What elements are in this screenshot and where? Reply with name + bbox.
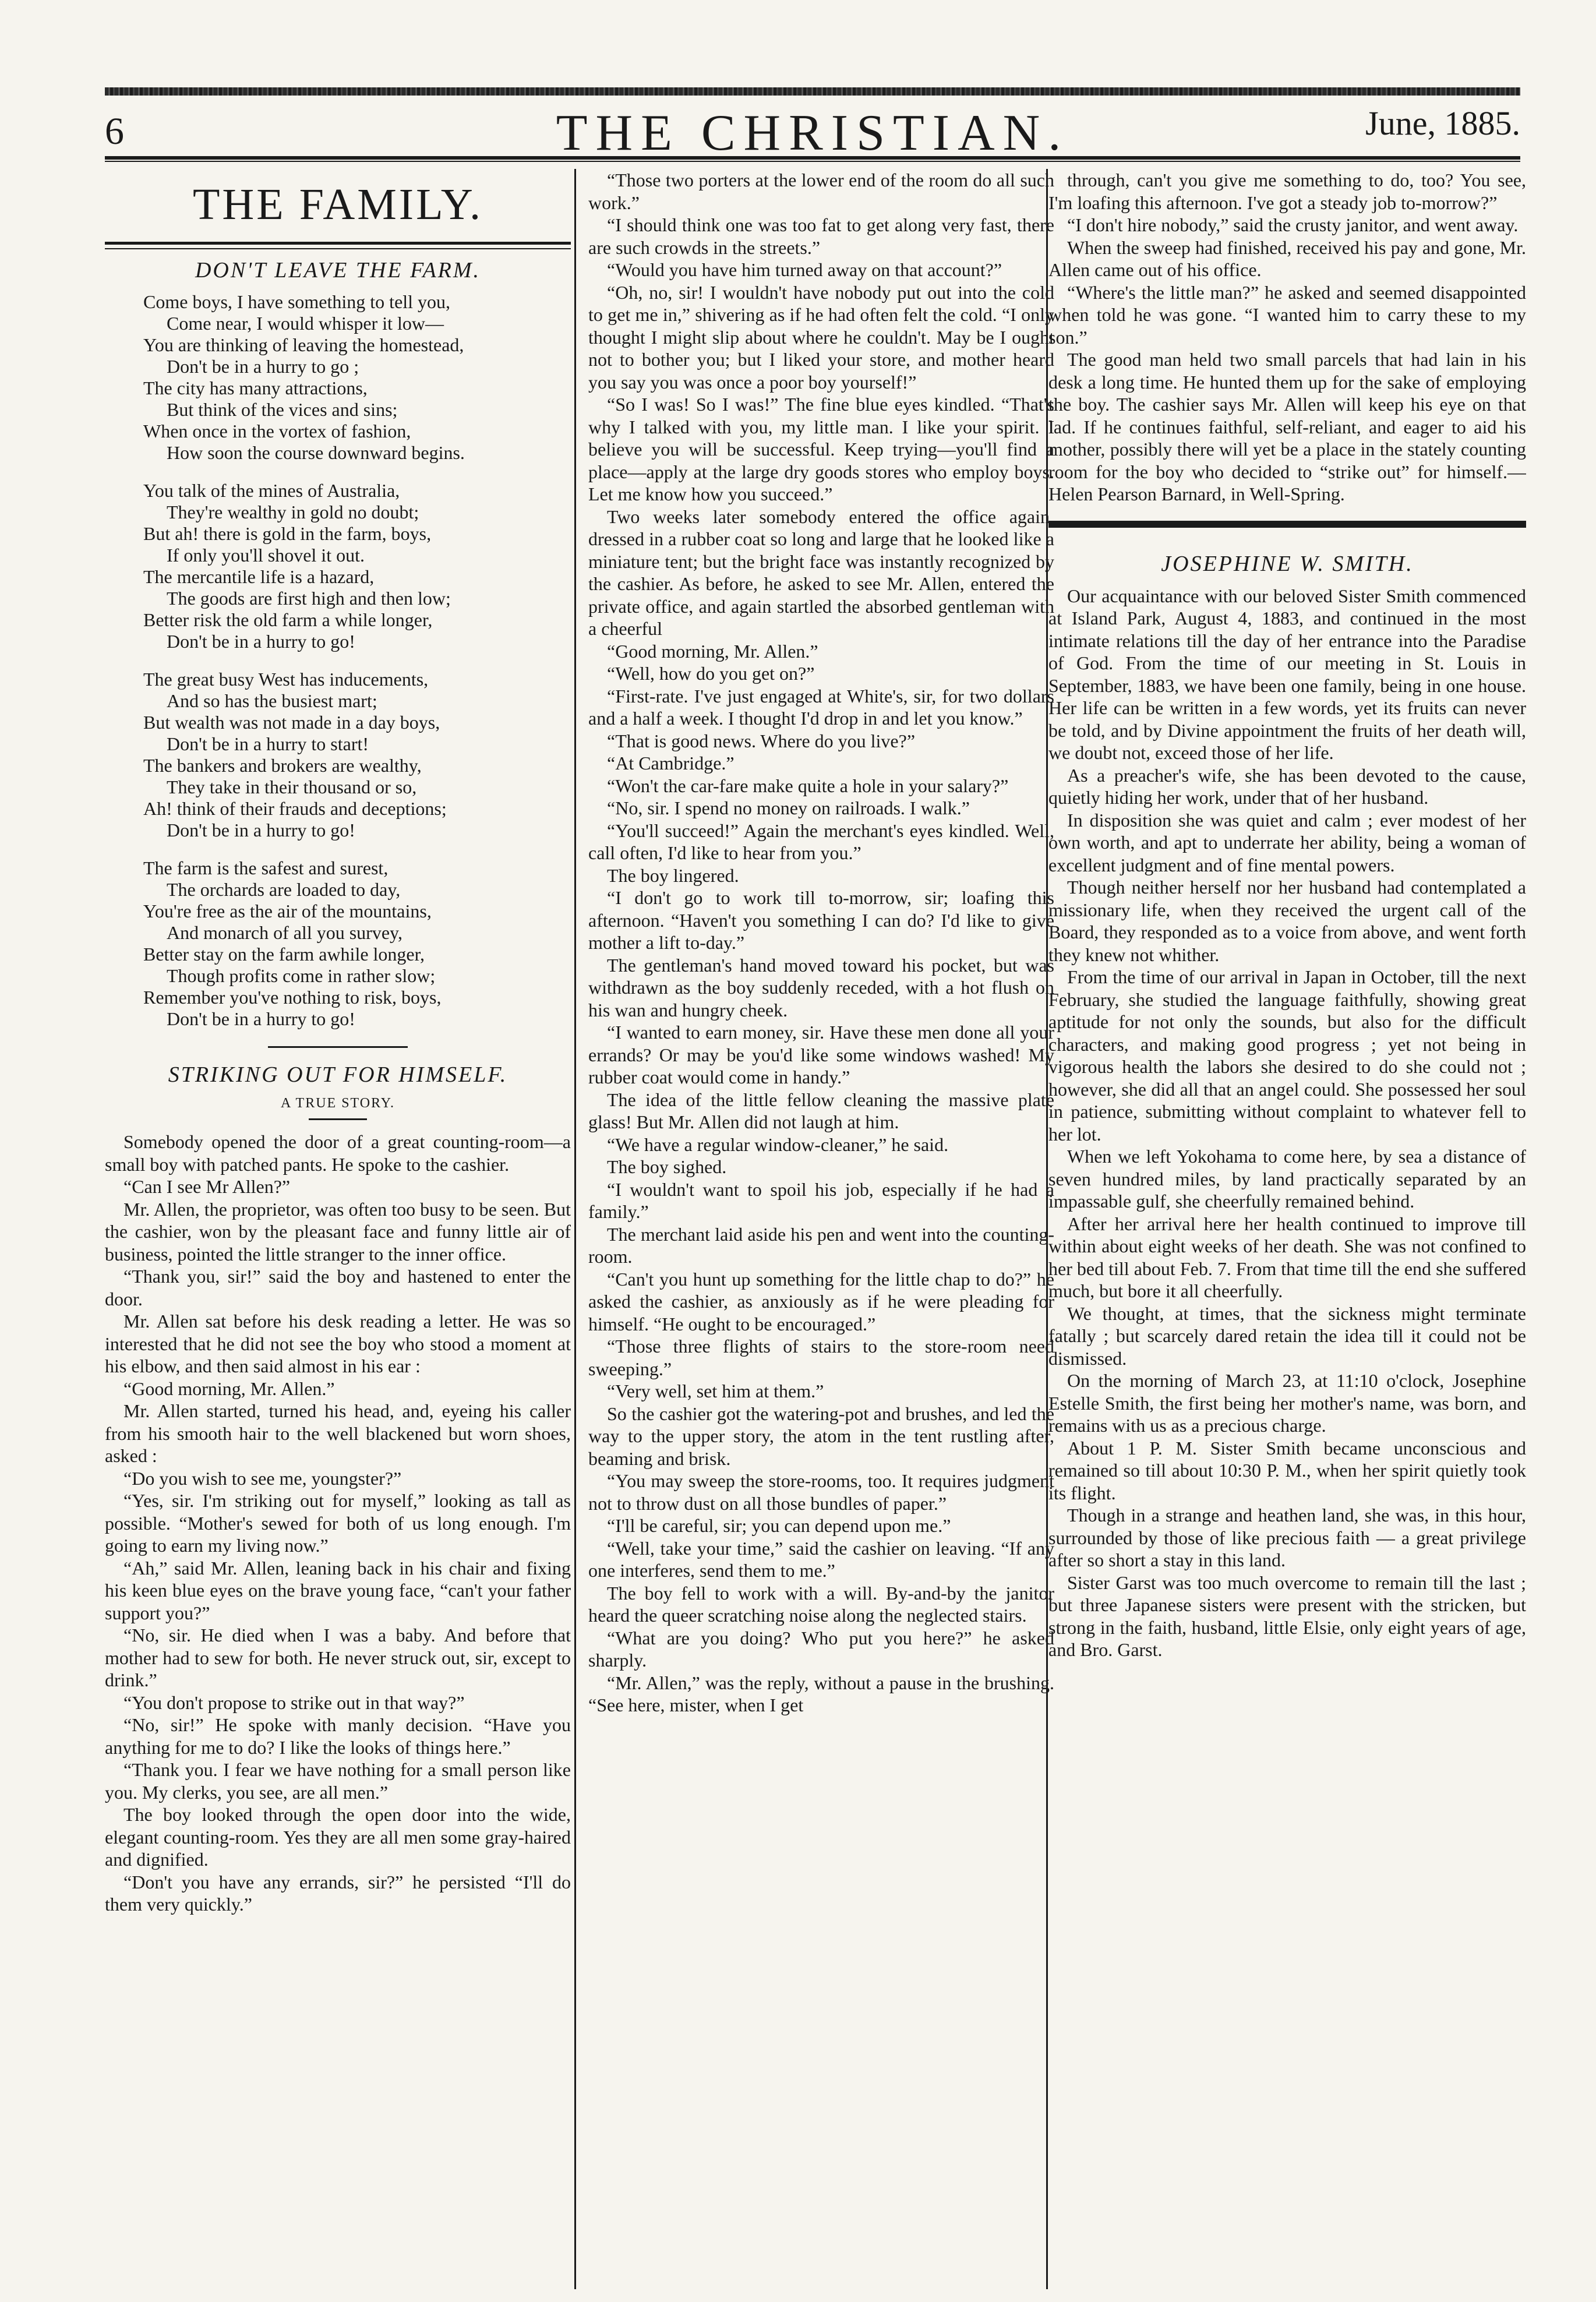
story-paragraph: “Good morning, Mr. Allen.” [123, 1378, 335, 1399]
story-text-column-3 [1048, 169, 1526, 506]
story-text-column-2 [588, 169, 1054, 1717]
story-paragraph: “I wanted to earn money, sir. Have these men done all your errands? Or may be you'd like some windows washed! My rubber coat would come in handy.” [588, 1022, 1054, 1088]
story-paragraph: Mr. Allen, the proprietor, was often too busy to be seen. But the cashier, won by the pleasant face and funny little air of business, pointed the little stranger to the inner office. [105, 1198, 571, 1265]
story-paragraph: “Those three flights of stairs to the store-room need sweeping.” [588, 1336, 1054, 1379]
poem-line: Better stay on the farm awhile longer, [143, 944, 425, 965]
story-paragraph: “Ah,” said Mr. Allen, leaning back in his chair and fixing his keen blue eyes on the brave young face, “can't your father support you?” [105, 1557, 571, 1623]
story-paragraph: “Thank you, sir!” said the boy and hastened to enter the door. [105, 1266, 571, 1309]
column-divider [574, 169, 576, 2289]
story-paragraph: “First-rate. I've just engaged at White's, sir, for two dollars and a half a week. I thought I'd drop in and let you know.” [588, 685, 1054, 729]
story-paragraph: Two weeks later somebody entered the office again, dressed in a rubber coat so long and large that he looked like a miniature tent; but the bright face was instantly recognized by the cashier. As before, he asked to see Mr. Allen, entered the private office, and again startled the absorbed gentleman with a cheerful [588, 506, 1054, 639]
story-paragraph: “Good morning, Mr. Allen.” [607, 640, 818, 662]
story-paragraph: Somebody opened the door of a great counting-room—a small boy with patched pants. He spoke to the cashier. [105, 1131, 571, 1175]
poem-line: Though profits come in rather slow; [167, 965, 436, 986]
heading-rule [105, 242, 571, 249]
poem-line: The bankers and brokers are wealthy, [143, 755, 422, 776]
poem-line: If only you'll shovel it out. [167, 545, 365, 566]
obituary-text [1048, 585, 1526, 1661]
obituary-paragraph: Our acquaintance with our beloved Sister Smith commenced at Island Park, August 4, 1883, and continued in the most intimate relations till the day of her entrance into the Paradise of God. From the time of our meeting in St. Louis in September, 1883, we have been one family, being in one house. Her life can be written in a few words, yet its fruits can never be told, and by Divine appointment the fruits of her death will, we doubt not, exceed those of her life. [1048, 585, 1526, 763]
obituary-paragraph: When we left Yokohama to come here, by sea a distance of seven hundred miles, by land practically separated by an impassable gulf, she cheerfully remained behind. [1048, 1146, 1526, 1212]
poem-line: The mercantile life is a hazard, [143, 566, 375, 587]
obituary-paragraph: After her arrival here her health continued to improve till within about eight weeks of her death. She was not confined to her bed till about Feb. 7. From that time till the end she suffered much, but bore it all cheerfully. [1048, 1213, 1526, 1301]
obituary-title: JOSEPHINE W. SMITH. [1161, 551, 1414, 576]
story-paragraph: “No, sir. I spend no money on railroads. I walk.” [607, 797, 970, 818]
story-paragraph: “Well, take your time,” said the cashier on leaving. “If any one interferes, send them to me.” [588, 1537, 1054, 1581]
poem-line: The city has many attractions, [143, 377, 368, 398]
poem-line: They're wealthy in gold no doubt; [167, 502, 419, 522]
page-number: 6 [105, 110, 124, 153]
poem-line: Come boys, I have something to tell you, [143, 291, 451, 312]
poem-line: The orchards are loaded to day, [167, 879, 401, 900]
story-paragraph: through, can't you give me something to do, too? You see, I'm loafing this afternoon. I've got a steady job to-morrow?” [1048, 170, 1526, 213]
poem-line: Don't be in a hurry to start! [167, 733, 369, 754]
story-paragraph: “Where's the little man?” he asked and seemed disappointed when told he was gone. “I wanted him to carry these to my son.” [1048, 281, 1526, 348]
poem-line: But think of the vices and sins; [167, 399, 398, 420]
story-paragraph: “Oh, no, sir! I wouldn't have nobody put out into the cold to get me in,” shivering as if he had often felt the cold. “I only thought I might slip about where he couldn't. May be I ought not to bother you; but I liked your store, and mother heard you say you was once a poor boy yourself!” [588, 281, 1054, 393]
obituary-paragraph: As a preacher's wife, she has been devoted to the cause, quietly hiding her work, under that of her husband. [1048, 764, 1526, 808]
story-paragraph: “You may sweep the store-rooms, too. It requires judgment not to throw dust on all those bundles of paper.” [588, 1470, 1054, 1514]
poem-line: You talk of the mines of Australia, [143, 480, 400, 501]
newspaper-title: THE CHRISTIAN. [556, 105, 1069, 161]
story-paragraph: “Yes, sir. I'm striking out for myself,” looking as tall as possible. “Mother's sewed for both of us long enough. I'm going to earn my living now.” [105, 1490, 571, 1556]
story-paragraph: “So I was! So I was!” The fine blue eyes kindled. “That's why I talked with you, my little man. I like your spirit. I believe you will be successful. Keep trying—you'll find a place—apply at the large dry goods stores who employ boys. Let me know how you succeed.” [588, 394, 1054, 504]
story-paragraph: “At Cambridge.” [607, 753, 735, 774]
story-paragraph: “I wouldn't want to spoil his job, especially if he had a family.” [588, 1178, 1054, 1222]
column-1 [105, 169, 571, 2289]
story-paragraph: So the cashier got the watering-pot and brushes, and led the way to the upper story, the atom in the tent rustling after, beaming and brisk. [588, 1403, 1054, 1469]
story-paragraph: “Well, how do you get on?” [607, 663, 815, 684]
poem-line: The great busy West has inducements, [143, 669, 429, 690]
story-paragraph: “I don't go to work till to-morrow, sir; loafing this afternoon. “Haven't you something I can do? I'd like to give mother a lift to-day.” [588, 887, 1054, 953]
department-heading: THE FAMILY. [192, 180, 483, 229]
story-paragraph: The idea of the little fellow cleaning the massive plate glass! But Mr. Allen did not laugh at him. [588, 1089, 1054, 1132]
obituary-paragraph: Sister Garst was too much overcome to remain till the last ; but three Japanese sisters were present with the stricken, but strong in the faith, husband, little Elsie, only eight years of age, and Bro. Garst. [1048, 1572, 1526, 1660]
story-paragraph: The boy fell to work with a will. By-and-by the janitor heard the queer scratching noise along the neglected stairs. [588, 1582, 1054, 1626]
poem-stanza [143, 857, 571, 1030]
story-paragraph: “Those two porters at the lower end of the room do all such work.” [588, 170, 1054, 213]
obituary-paragraph: We thought, at times, that the sickness might terminate fatally ; but scarcely dared retain the idea till it could not be dismissed. [1048, 1302, 1526, 1369]
poem-line: Ah! think of their frauds and deceptions; [143, 798, 447, 819]
poem-line: Don't be in a hurry to go ; [167, 356, 359, 377]
poem-line: Don't be in a hurry to go! [167, 820, 355, 841]
separator-rule [268, 1046, 408, 1048]
story-paragraph: “We have a regular window-cleaner,” he said. [607, 1134, 949, 1155]
poem-line: And monarch of all you survey, [167, 922, 402, 943]
story-paragraph: The boy lingered. [607, 864, 739, 886]
obituary-paragraph: In disposition she was quiet and calm ; ever modest of her own worth, and apt to underrate her ability, being a woman of excellent judgment and of fine mental powers. [1048, 809, 1526, 875]
poem-line: You are thinking of leaving the homestead, [143, 334, 464, 355]
poem-line: The farm is the safest and surest, [143, 857, 389, 878]
story-paragraph: “Won't the car-fare make quite a hole in your salary?” [607, 775, 1009, 796]
poem-line: They take in their thousand or so, [167, 776, 417, 797]
story-paragraph: “You'll succeed!” Again the merchant's eyes kindled. Well, call often, I'd like to hear from you.” [588, 820, 1054, 863]
masthead-rule [105, 156, 1520, 162]
story-subtitle: A TRUE STORY. [280, 1096, 396, 1111]
story-paragraph: “Mr. Allen,” was the reply, without a pause in the brushing. “See here, mister, when I get [588, 1672, 1054, 1715]
poem-line: Don't be in a hurry to go! [167, 631, 355, 652]
story-paragraph: “No, sir!” He spoke with manly decision. “Have you anything for me to do? I like the looks of things here.” [105, 1714, 571, 1758]
story-paragraph: Mr. Allen sat before his desk reading a letter. He was so interested that he did not see the boy who stood a moment at his elbow, and then said almost in his ear : [105, 1311, 571, 1376]
article-separator-rule [1048, 521, 1526, 528]
poem-stanza [143, 480, 571, 652]
story-paragraph: “Would you have him turned away on that account?” [607, 259, 1002, 280]
poem-line: Remember you've nothing to risk, boys, [143, 987, 442, 1008]
story-paragraph: “I don't hire nobody,” said the crusty janitor, and went away. [1067, 214, 1519, 235]
story-paragraph: “I should think one was too fat to get along very fast, there are such crowds in the streets.” [588, 214, 1054, 258]
top-border-rule [105, 87, 1520, 96]
poem-line: How soon the course downward begins. [167, 442, 465, 463]
poem-line: Don't be in a hurry to go! [167, 1008, 355, 1029]
story-paragraph: “That is good news. Where do you live?” [607, 730, 916, 751]
poem-line: And so has the busiest mart; [167, 690, 377, 711]
poem-line: The goods are first high and then low; [167, 588, 451, 609]
story-paragraph: The merchant laid aside his pen and went into the counting-room. [588, 1223, 1054, 1267]
story-paragraph: The gentleman's hand moved toward his pocket, but was withdrawn as the boy suddenly receded, with a hot flush on his wan and hungry cheek. [588, 954, 1054, 1021]
poem-line: Come near, I would whisper it low— [167, 313, 444, 334]
story-text-column-1 [105, 1131, 571, 1916]
poem-line: Better risk the old farm a while longer, [143, 609, 433, 630]
poem-stanza [143, 291, 571, 464]
obituary-paragraph: Though in a strange and heathen land, she was, in this hour, surrounded by those of like precious faith — a great privilege after so short a stay in this land. [1048, 1505, 1526, 1570]
story-paragraph: “You don't propose to strike out in that way?” [123, 1692, 465, 1713]
story-paragraph: The boy sighed. [607, 1156, 727, 1177]
story-paragraph: “No, sir. He died when I was a baby. And before that mother had to sew for both. He never struck out, sir, except to drink.” [105, 1625, 571, 1690]
obituary-paragraph: Though neither herself nor her husband had contemplated a missionary life, when they received the urgent call of the Board, they responded as to a voice from above, and went forth they knew not whither. [1048, 877, 1526, 965]
story-paragraph: “Can't you hunt up something for the little chap to do?” he asked the cashier, as anxiously as if he were pleading for himself. “He ought to be encouraged.” [588, 1268, 1054, 1334]
story-paragraph: When the sweep had finished, received his pay and gone, Mr. Allen came out of his office. [1048, 236, 1526, 280]
story-paragraph: The boy looked through the open door into the wide, elegant counting-room. Yes they are all men some gray-haired and dignified. [105, 1804, 571, 1870]
story-paragraph: “What are you doing? Who put you here?” he asked sharply. [588, 1627, 1054, 1671]
column-3 [1048, 169, 1526, 2301]
story-title: STRIKING OUT FOR HIMSELF. [168, 1062, 508, 1087]
column-2 [588, 169, 1054, 2301]
story-paragraph: “I'll be careful, sir; you can depend upon me.” [607, 1515, 951, 1536]
obituary-paragraph: From the time of our arrival in Japan in October, till the next February, she studied the language faithfully, showing great aptitude for not only the sounds, but also for the difficult characters, and making good progress ; yet not being in vigorous health the labors she desired to do she could not ; however, she did all that an angel could. She possessed her soul in patience, submitting without complaint to whatever fell to her lot. [1048, 966, 1526, 1145]
poem-stanza [143, 669, 571, 841]
obituary-paragraph: About 1 P. M. Sister Smith became unconscious and remained so till about 10:30 P. M., when her spirit quietly took its flight. [1048, 1437, 1526, 1503]
story-paragraph: “Can I see Mr Allen?” [123, 1176, 291, 1197]
masthead [105, 98, 1520, 162]
poem [105, 291, 571, 1030]
subtitle-rule [309, 1118, 367, 1120]
story-paragraph: “Very well, set him at them.” [607, 1381, 824, 1401]
story-paragraph: Mr. Allen started, turned his head, and, eyeing his caller from his smooth hair to the well blackened but worn shoes, asked : [105, 1400, 571, 1466]
poem-line: But ah! there is gold in the farm, boys, [143, 523, 432, 544]
issue-date: June, 1885. [1365, 104, 1520, 142]
obituary-paragraph: On the morning of March 23, at 11:10 o'clock, Josephine Estelle Smith, the first being her mother's name, was born, and remains with us as a precious charge. [1048, 1370, 1526, 1436]
story-paragraph: “Do you wish to see me, youngster?” [123, 1467, 402, 1489]
poem-title: DON'T LEAVE THE FARM. [195, 258, 481, 283]
story-paragraph: “Don't you have any errands, sir?” he persisted “I'll do them very quickly.” [105, 1871, 571, 1915]
story-paragraph: “Thank you. I fear we have nothing for a small person like you. My clerks, you see, are all men.” [105, 1759, 571, 1803]
poem-line: When once in the vortex of fashion, [143, 421, 411, 442]
story-paragraph: The good man held two small parcels that had lain in his desk a long time. He hunted them up for the sake of employing the boy. The cashier says Mr. Allen will keep his eye on that lad. If he continues faithful, self-reliant, and eager to aid his mother, possibly there will yet be a place in the stately counting room for the boy who decided to “strike out” for himself.—Helen Pearson Barnard, in Well-Spring. [1048, 349, 1526, 504]
poem-line: You're free as the air of the mountains, [143, 901, 432, 921]
poem-line: But wealth was not made in a day boys, [143, 712, 440, 733]
